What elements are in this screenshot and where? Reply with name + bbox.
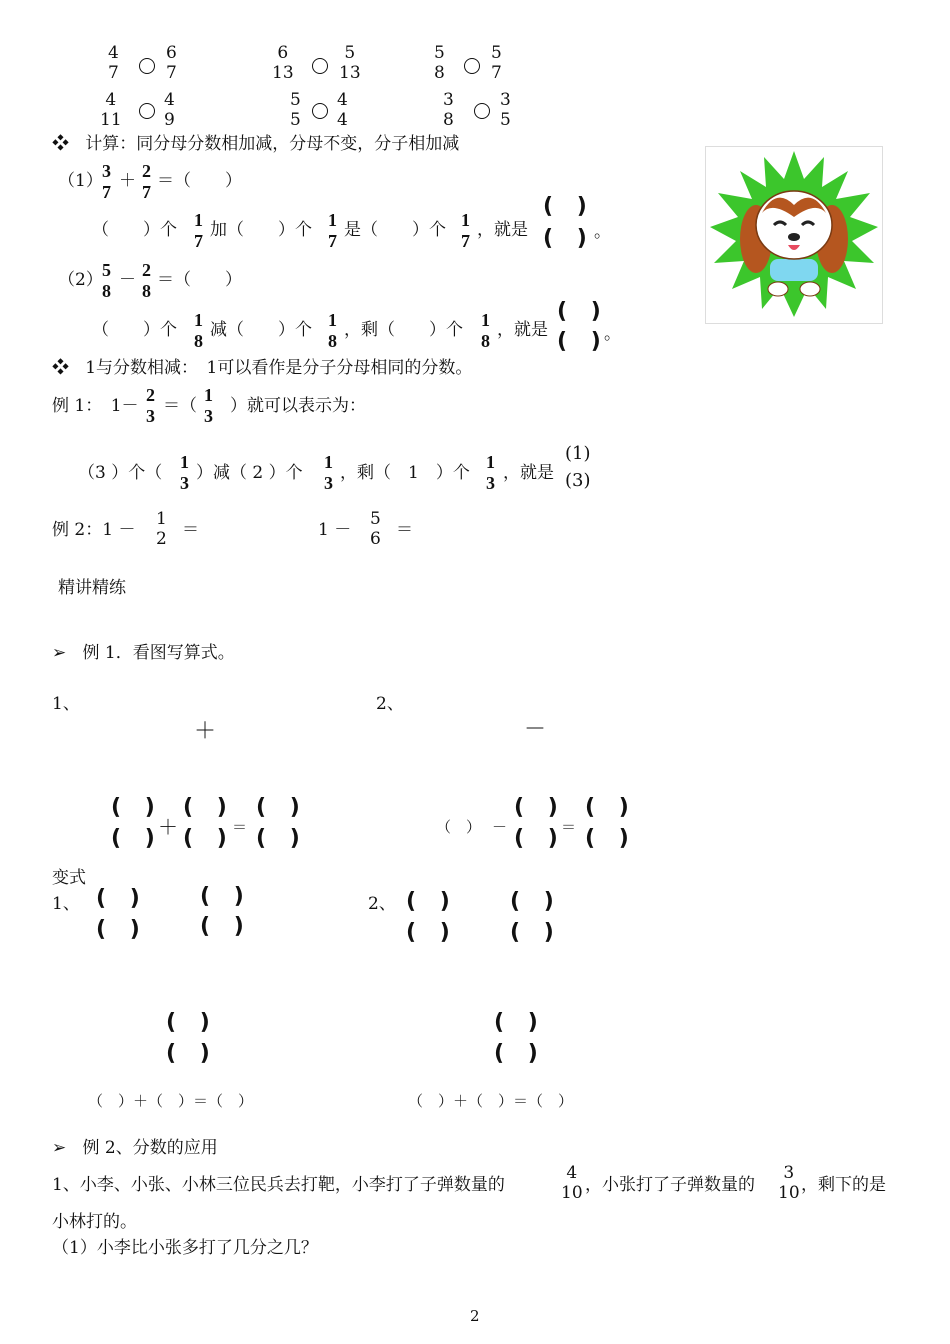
blank-denominator[interactable]: ( ) — [256, 826, 308, 851]
fraction: 1 7 — [194, 210, 203, 251]
text: 减（ ）个 — [210, 320, 312, 340]
fraction: 4 4 — [337, 90, 348, 130]
minus-sign: － — [492, 818, 508, 836]
blank-denominator[interactable]: ( ) — [166, 1041, 218, 1066]
text: ）就可以表示为： — [230, 396, 366, 416]
fraction: 1 7 — [461, 210, 470, 251]
q1-label: （1） — [58, 171, 103, 191]
fraction: 1 8 — [328, 310, 337, 351]
text: ＝（ — [163, 396, 197, 416]
answer-blank[interactable]: （ ） — [436, 818, 482, 836]
fraction: 1 2 — [156, 509, 167, 549]
fraction: 5 8 — [102, 260, 111, 301]
problem-text: ，剩下的是 — [801, 1175, 886, 1195]
blank-numerator[interactable]: ( ) — [406, 889, 458, 914]
blank-denominator[interactable]: ( ) — [200, 914, 252, 939]
blank-denominator[interactable]: ( ) — [514, 826, 566, 851]
text: ）减（ 2 ）个 — [196, 463, 303, 483]
fraction: 2 7 — [142, 161, 151, 202]
variant-title: 变式 — [52, 868, 86, 888]
text: ，就是 — [497, 320, 548, 340]
blank-denominator[interactable]: ( ) — [510, 920, 562, 945]
section-title: 精讲精练 — [58, 578, 126, 598]
blank-numerator[interactable]: ( ) — [96, 886, 148, 911]
cartoon-dog-image — [705, 146, 883, 324]
text: （ ）个 — [92, 320, 177, 340]
blank-numerator[interactable]: ( ) — [514, 795, 566, 820]
fraction: 3 8 — [443, 90, 454, 130]
fraction: 3 5 — [500, 90, 511, 130]
text: （ ）个 — [92, 220, 177, 240]
fraction: 4 10 — [561, 1163, 583, 1203]
blank-numerator[interactable]: ( ) — [166, 1010, 218, 1035]
compare-circle[interactable] — [312, 58, 328, 74]
variant-label-1: 1、 — [52, 894, 80, 914]
fraction: 1 3 — [324, 452, 333, 493]
text: ，就是 — [503, 463, 554, 483]
fraction: 5 7 — [491, 43, 502, 83]
blank-denominator[interactable]: ( ) — [585, 826, 637, 851]
text: （3 ）个（ — [78, 463, 163, 483]
compare-circle[interactable] — [474, 103, 490, 119]
blank-numerator[interactable]: ( ) — [494, 1010, 546, 1035]
blank-denominator[interactable]: ( ) — [406, 920, 458, 945]
minus-sign: － — [119, 270, 136, 290]
question-text: （1）小李比小张多打了几分之几？ — [52, 1238, 318, 1258]
problem-text: ，小张打了子弹数量的 — [585, 1175, 755, 1195]
fraction: 1 7 — [328, 210, 337, 251]
compare-circle[interactable] — [139, 103, 155, 119]
fraction: (1) (3) — [565, 443, 591, 491]
fraction: 1 8 — [194, 310, 203, 351]
one-minus-heading: ❖ 1与分数相减： 1可以看作是分子分母相同的分数。 — [52, 358, 473, 378]
compare-circle[interactable] — [312, 103, 328, 119]
fraction: 6 13 — [272, 43, 294, 83]
problem-text: 1、小李、小张、小林三位民兵去打靶，小李打了子弹数量的 — [52, 1175, 505, 1195]
text: 1 － — [318, 520, 352, 540]
blank-denominator[interactable]: ( ) — [557, 329, 609, 354]
fraction: 4 11 — [100, 90, 122, 130]
example-label: 例 1： 1－ — [52, 396, 139, 416]
text: ，剩（ ）个 — [344, 320, 463, 340]
answer-blank[interactable]: ＝（ ） — [157, 270, 242, 290]
blank-numerator[interactable]: ( ) — [256, 795, 308, 820]
fraction: 5 13 — [339, 43, 361, 83]
text: 。 — [594, 222, 611, 242]
picture-label-2: 2、 — [376, 694, 404, 714]
variant-label-2: 2、 — [368, 894, 396, 914]
text: ＝ — [182, 520, 199, 540]
fraction: 5 8 — [434, 43, 445, 83]
text: ，剩（ 1 ）个 — [340, 463, 470, 483]
blank-numerator[interactable]: ( ) — [111, 795, 163, 820]
picture-label-1: 1、 — [52, 694, 80, 714]
text: ，就是 — [477, 220, 528, 240]
fraction: 4 9 — [164, 90, 175, 130]
sum-equation-left[interactable]: （ ）＋（ ）＝（ ） — [88, 1092, 254, 1110]
calc-heading: ❖ 计算：同分母分数相加减，分母不变，分子相加减 — [52, 134, 460, 154]
arrow-icon: ➢ — [52, 1138, 67, 1158]
blank-numerator[interactable]: ( ) — [510, 889, 562, 914]
text: ＝ — [396, 520, 413, 540]
sum-equation-right[interactable]: （ ）＋（ ）＝（ ） — [408, 1092, 574, 1110]
fraction: 1 8 — [481, 310, 490, 351]
bullet-icon: ❖ — [52, 358, 69, 378]
plus-sign: ＋ — [158, 815, 178, 839]
equals-sign: ＝ — [561, 818, 577, 836]
fraction: 6 7 — [166, 43, 177, 83]
example-heading: ➢ 例 1．看图写算式。 — [52, 643, 235, 663]
page-number: 2 — [470, 1307, 480, 1325]
problem-text: 小林打的。 — [52, 1212, 137, 1232]
bullet-icon: ❖ — [52, 134, 69, 154]
blank-numerator[interactable]: ( ) — [183, 795, 235, 820]
fraction: 5 5 — [290, 90, 301, 130]
example-heading: ➢ 例 2、分数的应用 — [52, 1138, 218, 1158]
plus-sign: ＋ — [119, 171, 136, 191]
fraction: 1 3 — [486, 452, 495, 493]
example-label: 例 2：1 － — [52, 520, 136, 540]
q2-label: （2） — [58, 270, 103, 290]
fraction: 2 3 — [146, 385, 155, 426]
minus-sign: － — [524, 717, 547, 742]
blank-denominator[interactable]: ( ) — [96, 917, 148, 942]
fraction: 3 7 — [102, 161, 111, 202]
compare-circle[interactable] — [464, 58, 480, 74]
blank-numerator[interactable]: ( ) — [557, 299, 609, 324]
text: 。 — [604, 324, 621, 344]
blank-denominator[interactable]: ( ) — [494, 1041, 546, 1066]
blank-numerator[interactable]: ( ) — [200, 884, 252, 909]
answer-blank[interactable]: ＝（ ） — [157, 171, 242, 191]
arrow-icon: ➢ — [52, 643, 67, 663]
blank-numerator[interactable]: ( ) — [543, 194, 595, 219]
fraction: 1 3 — [180, 452, 189, 493]
text: 是（ ）个 — [344, 220, 446, 240]
equals-sign: ＝ — [232, 818, 248, 836]
text: 加（ ）个 — [210, 220, 312, 240]
fraction: 3 10 — [778, 1163, 800, 1203]
compare-circle[interactable] — [139, 58, 155, 74]
plus-sign: ＋ — [194, 719, 217, 744]
blank-denominator[interactable]: ( ) — [111, 826, 163, 851]
fraction: 2 8 — [142, 260, 151, 301]
blank-denominator[interactable]: ( ) — [183, 826, 235, 851]
blank-denominator[interactable]: ( ) — [543, 226, 595, 251]
fraction: 4 7 — [108, 43, 119, 83]
fraction: 5 6 — [370, 509, 381, 549]
blank-numerator[interactable]: ( ) — [585, 795, 637, 820]
fraction: 1 3 — [204, 385, 213, 426]
